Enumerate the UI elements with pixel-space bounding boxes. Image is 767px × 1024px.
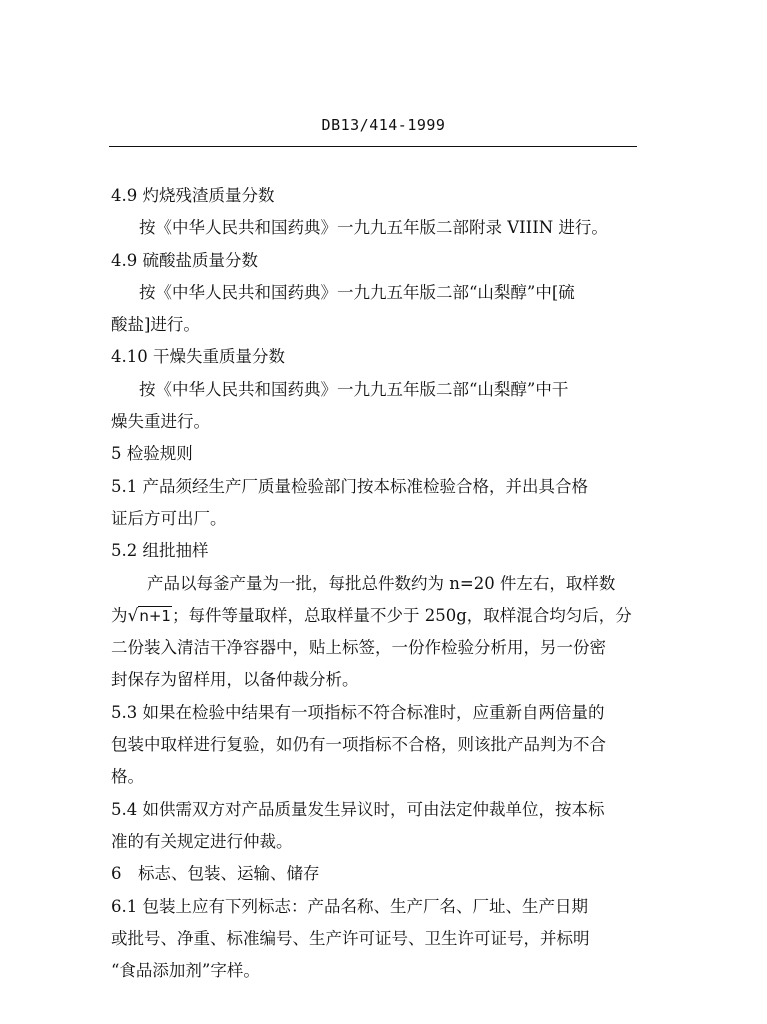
section-5-2-line2-prefix: 为	[111, 605, 128, 625]
header-divider	[109, 146, 637, 147]
section-5-3-line1: 5.3 如果在检验中结果有一项指标不符合标准时，应重新自两倍量的	[111, 702, 605, 722]
section-6-1-line3: “食品添加剂”字样。	[111, 961, 260, 981]
section-4-9-ash-title: 4.9 灼烧残渣质量分数	[111, 186, 275, 205]
section-4-9-sulfate-body-line2: 酸盐]进行。	[111, 315, 200, 335]
section-6-title: 6 标志、包装、运输、储存	[111, 864, 320, 884]
document-body	[111, 180, 641, 987]
section-5-2-line2	[111, 600, 641, 632]
section-4-9-ash-body: 按《中华人民共和国药典》一九九五年版二部附录 VIIIN 进行。	[139, 218, 608, 238]
sqrt-radicand: n+1	[139, 606, 171, 625]
section-4-9-sulfate-title: 4.9 硫酸盐质量分数	[111, 250, 258, 270]
section-6-1-line2: 或批号、净重、标准编号、生产许可证号、卫生许可证号，并标明	[111, 928, 590, 948]
section-5-2-line1: 产品以每釜产量为一批，每批总件数约为 n=20 件左右，取样数	[147, 573, 616, 593]
section-4-10-body-line1: 按《中华人民共和国药典》一九九五年版二部“山梨醇”中干	[139, 379, 569, 399]
section-5-3-line3: 格。	[111, 767, 144, 787]
section-6-1-line1: 6.1 包装上应有下列标志：产品名称、生产厂名、厂址、生产日期	[111, 896, 588, 916]
section-5-4-line1: 5.4 如供需双方对产品质量发生异议时，可由法定仲裁单位，按本标	[111, 799, 605, 819]
section-5-2-line4: 封保存为留样用，以备仲裁分析。	[111, 670, 359, 690]
section-5-2-line2-suffix: ；每件等量取样，总取样量不少于 250g，取样混合均匀后，分	[171, 605, 632, 625]
section-5-title: 5 检验规则	[111, 444, 193, 464]
sqrt-formula	[128, 600, 172, 632]
section-5-1-line2: 证后方可出厂。	[111, 508, 227, 528]
section-5-3-line2: 包装中取样进行复验，如仍有一项指标不合格，则该批产品判为不合	[111, 735, 606, 755]
section-4-10-body-line2: 燥失重进行。	[111, 412, 210, 432]
section-5-1-line1: 5.1 产品须经生产厂质量检验部门按本标准检验合格，并出具合格	[111, 476, 588, 496]
document-code-header: DB13/414-1999	[321, 116, 446, 134]
section-4-9-sulfate-body-line1: 按《中华人民共和国药典》一九九五年版二部“山梨醇”中[硫	[139, 282, 575, 302]
radical-sign-icon: √	[127, 605, 139, 626]
section-5-2-title: 5.2 组批抽样	[111, 541, 209, 561]
section-5-4-line2: 准的有关规定进行仲裁。	[111, 831, 293, 851]
section-4-10-title: 4.10 干燥失重质量分数	[111, 347, 285, 367]
section-5-2-line3: 二份装入清洁干净容器中，贴上标签，一份作检验分析用，另一份密	[111, 638, 606, 658]
